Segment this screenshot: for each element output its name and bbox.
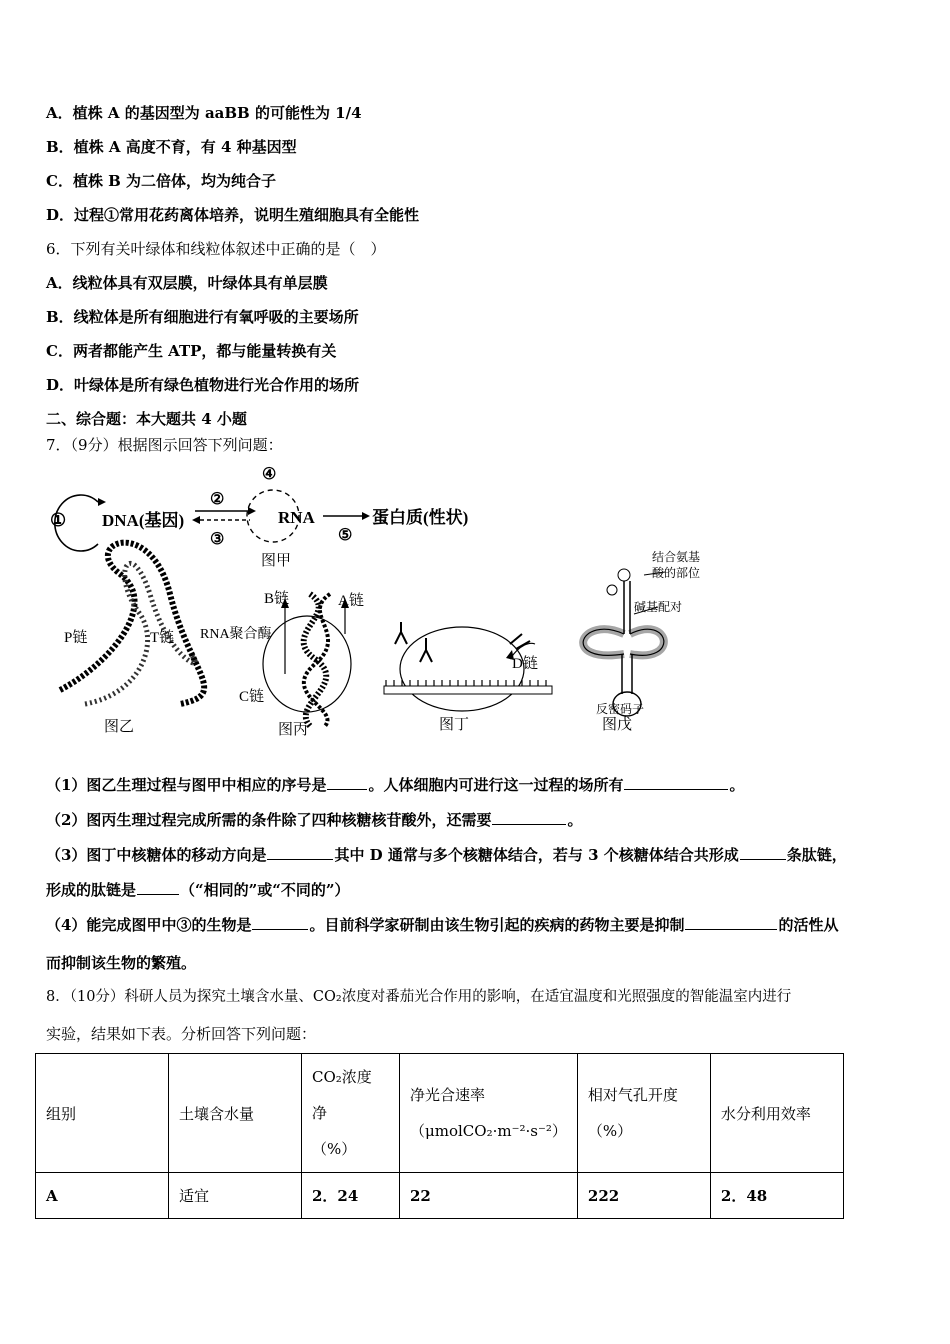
q5-option-c: C．植株 B 为二倍体，均为纯合子 [46, 172, 277, 190]
header-stoma-line1: 相对气孔开度 [587, 1086, 678, 1104]
label-aa-site-1: 结合氨基 [652, 550, 701, 564]
header-stoma-line2: （%） [587, 1122, 633, 1140]
header-stoma [577, 1054, 710, 1173]
caption-wu: 图戊 [602, 717, 633, 733]
q7-figure [40, 464, 920, 754]
label-b-chain: B链 [264, 591, 290, 607]
label-aa-site-2: 酸的部位 [652, 566, 701, 580]
rna-polymerase-shape [263, 616, 351, 712]
cell-wue: 2．48 [710, 1173, 843, 1219]
cell-group: A [36, 1173, 169, 1219]
q6-option-c: C．两者都能产生 ATP，都与能量转换有关 [46, 342, 337, 360]
figure-yi [60, 543, 204, 735]
header-soil: 土壤含水量 [169, 1054, 302, 1173]
q8-stem-b: 实验，结果如下表。分析回答下列问题： [46, 1025, 317, 1043]
header-co2 [302, 1054, 400, 1173]
caption-ding: 图丁 [439, 717, 470, 733]
header-rate [400, 1054, 578, 1173]
helix-strand-p [60, 543, 204, 704]
cell-rate: 22 [400, 1173, 578, 1219]
header-co2-line2: 净 [312, 1104, 328, 1122]
q8-table [35, 1053, 844, 1219]
q7-sub4 [46, 915, 838, 935]
section-title: 二、综合题：本大题共 4 小题 [46, 410, 247, 428]
q7-sub2-text-a: （2）图丙生理过程完成所需的条件除了四种核糖核苷酸外，还需要 [46, 811, 492, 829]
q6-option-b: B．线粒体是所有细胞进行有氧呼吸的主要场所 [46, 308, 359, 326]
label-n4: ④ [262, 466, 277, 483]
q7-sub4-text-b: 。目前科学家研制由该生物引起的疾病的药物主要是抑制 [309, 916, 685, 934]
answer-blank[interactable] [252, 915, 308, 930]
label-d-chain: D链 [512, 656, 538, 672]
label-anticodon: 反密码子 [596, 702, 645, 716]
answer-blank[interactable] [740, 845, 786, 860]
q7-sub3-cont [46, 880, 350, 900]
answer-blank[interactable] [327, 775, 367, 790]
cell-co2: 2．24 [302, 1173, 400, 1219]
cell-soil: 适宜 [169, 1173, 302, 1219]
mrna-strand [384, 686, 552, 694]
q6-stem: 6．下列有关叶绿体和线粒体叙述中正确的是（ ） [46, 240, 386, 258]
figure-wu [583, 549, 700, 733]
header-rate-line2: （μmolCO₂·m⁻²·s⁻²） [410, 1122, 567, 1140]
header-group: 组别 [36, 1054, 169, 1173]
answer-blank[interactable] [267, 845, 333, 860]
q7-sub2-text-b: 。 [567, 811, 583, 829]
label-rna: RNA [278, 508, 315, 527]
q6-option-d: D．叶绿体是所有绿色植物进行光合作用的场所 [46, 376, 360, 394]
q6-option-a: A．线粒体具有双层膜，叶绿体具有单层膜 [46, 274, 328, 292]
q7-sub3 [46, 845, 847, 865]
header-co2-line3: （%） [312, 1140, 357, 1158]
helix-strand-t [85, 563, 195, 704]
label-n2: ② [210, 491, 225, 508]
label-n5: ⑤ [338, 527, 353, 544]
label-n3: ③ [210, 531, 225, 548]
q7-sub3-text-d: 形成的肽链是 [46, 881, 137, 899]
answer-blank[interactable] [685, 915, 777, 930]
q5-option-d: D．过程①常用花药离体培养，说明生殖细胞具有全能性 [46, 206, 420, 224]
label-a-chain: A链 [338, 593, 364, 609]
label-protein: 蛋白质(性状) [372, 508, 469, 527]
q7-sub4-cont: 而抑制该生物的繁殖。 [46, 954, 197, 972]
q7-sub3-text-b: 其中 D 通常与多个核糖体结合，若与 3 个核糖体结合共形成 [334, 846, 739, 864]
caption-jia: 图甲 [261, 553, 292, 569]
figure-ding [384, 622, 552, 733]
answer-blank[interactable] [137, 880, 179, 895]
label-base-pair: 碱基配对 [634, 600, 683, 614]
caption-bing: 图丙 [278, 722, 309, 738]
q8-stem-a: 8．（10分）科研人员为探究土壤含水量、CO₂浓度对番茄光合作用的影响，在适宜温度和光照强度的智能温室内进行 [46, 989, 792, 1005]
label-dna: DNA(基因) [102, 511, 185, 530]
label-rna-polymerase: RNA聚合酶 [200, 627, 272, 642]
figure-bing [200, 590, 364, 738]
cell-stoma: 222 [577, 1173, 710, 1219]
q5-option-b: B．植株 A 高度不育，有 4 种基因型 [46, 138, 297, 156]
label-c-chain: C链 [239, 689, 265, 705]
q7-sub3-text-a: （3）图丁中核糖体的移动方向是 [46, 846, 267, 864]
answer-blank[interactable] [492, 810, 566, 825]
q5-option-a: A．植株 A 的基因型为 aaBB 的可能性为 1/4 [46, 104, 362, 122]
figure-jia [50, 466, 468, 569]
label-n1: ① [50, 510, 67, 530]
header-rate-line1: 净光合速率 [410, 1086, 486, 1104]
label-p-chain: P链 [64, 630, 88, 646]
q7-stem: 7．（9分）根据图示回答下列问题： [46, 436, 283, 454]
ribosome-shape [400, 627, 524, 711]
header-wue: 水分利用效率 [710, 1054, 843, 1173]
table-row [36, 1173, 844, 1219]
caption-yi: 图乙 [104, 719, 135, 735]
q7-sub2 [46, 810, 582, 830]
header-co2-line1: CO₂浓度 [312, 1068, 372, 1086]
table-header-row [36, 1054, 844, 1173]
answer-blank[interactable] [624, 775, 728, 790]
q7-sub3-text-e: （“相同的”或“不同的”） [180, 881, 350, 899]
q7-sub4-text-c: 的活性从 [778, 916, 839, 934]
q7-sub1 [46, 775, 744, 795]
q7-sub4-text-a: （4）能完成图甲中③的生物是 [46, 916, 252, 934]
q7-sub1-text-b: 。人体细胞内可进行这一过程的场所有 [368, 776, 624, 794]
q7-sub1-text-c: 。 [729, 776, 745, 794]
q7-sub3-text-c: 条肽链， [786, 846, 847, 864]
q7-sub1-text-a: （1）图乙生理过程与图甲中相应的序号是 [46, 776, 327, 794]
label-t-chain: T链 [150, 630, 175, 646]
